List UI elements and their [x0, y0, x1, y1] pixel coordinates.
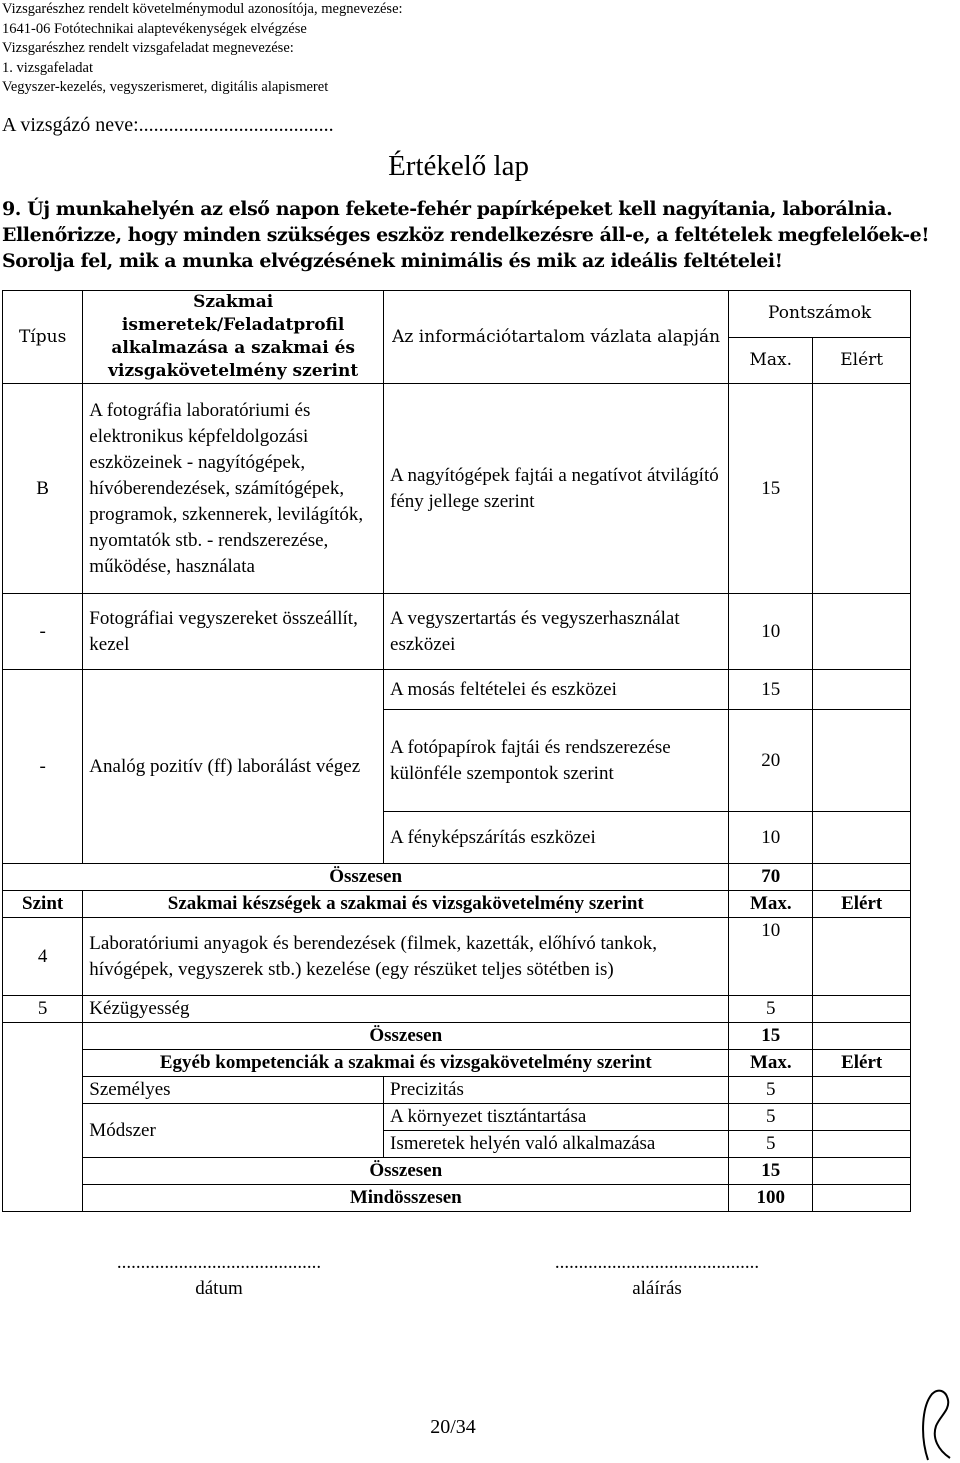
header-competencies: Egyéb kompetenciák a szakmai és vizsgakövetelmény szerint	[83, 1050, 729, 1077]
grand-total-achieved[interactable]	[813, 1185, 911, 1212]
document-header	[2, 0, 403, 98]
total-max: 70	[729, 864, 813, 891]
header-line: 1. vizsgafeladat	[2, 59, 93, 76]
table-row	[3, 1077, 911, 1104]
header-line: Vizsgarészhez rendelt követelménymodul azonosítója, megnevezése:	[2, 1, 403, 17]
row-item: A környezet tisztántartása	[384, 1104, 729, 1131]
row-item: Precizitás	[384, 1077, 729, 1104]
question-line: Sorolja fel, mik a munka elvégzésének minimális és mik az ideális feltételei!	[2, 250, 783, 272]
table-row	[3, 594, 911, 670]
grand-total-label: Mindösszesen	[83, 1185, 729, 1212]
header-points: Pontszámok	[729, 291, 911, 338]
header-skills: Szakmai készségek a szakmai és vizsgakövetelmény szerint	[83, 891, 729, 918]
row-achieved[interactable]	[813, 670, 911, 710]
header-max: Max.	[729, 1050, 813, 1077]
total-label: Összesen	[3, 864, 729, 891]
row-achieved[interactable]	[813, 996, 911, 1023]
grand-total-max: 100	[729, 1185, 813, 1212]
date-line[interactable]: ...........................................	[116, 1252, 322, 1273]
header-outline: Az információtartalom vázlata alapján	[384, 291, 729, 384]
row-profile: A fotográfia laboratóriumi és elektronikus képfeldolgozási eszközeinek - nagyítógépek, hívóberendezések, számítógépek, programok, szkennerek, levilágítók, nyomtatók stb. - rendszerezése, működése, használata	[83, 384, 384, 594]
table-row	[3, 670, 911, 710]
row-item: Ismeretek helyén való alkalmazása	[384, 1131, 729, 1158]
header-achieved: Elért	[813, 1050, 911, 1077]
row-outline: A mosás feltételei és eszközei	[384, 670, 729, 710]
total-label: Összesen	[83, 1023, 729, 1050]
row-max: 20	[729, 710, 813, 812]
row-max: 15	[729, 384, 813, 594]
date-label: dátum	[195, 1278, 243, 1299]
header-achieved: Elért	[813, 891, 911, 918]
competencies-header-row	[3, 1050, 911, 1077]
total-achieved[interactable]	[813, 864, 911, 891]
total-max: 15	[729, 1023, 813, 1050]
row-max: 15	[729, 670, 813, 710]
page-title-wrap	[0, 150, 906, 183]
row-achieved[interactable]	[813, 918, 911, 996]
total-achieved[interactable]	[813, 1023, 911, 1050]
row-type: -	[3, 594, 83, 670]
header-type: Típus	[3, 291, 83, 384]
spacer-cell	[3, 1023, 83, 1050]
examinee-name-field[interactable]: A vizsgázó neve:.......................................	[2, 114, 334, 136]
header-profile: Szakmai ismeretek/Feladatprofil alkalmazása a szakmai és vizsgakövetelmény szerint	[83, 291, 384, 384]
total-achieved[interactable]	[813, 1158, 911, 1185]
skills-header-row	[3, 891, 911, 918]
header-max: Max.	[729, 891, 813, 918]
row-max: 5	[729, 1104, 813, 1131]
row-achieved[interactable]	[813, 384, 911, 594]
page-title: Értékelő lap	[388, 150, 529, 182]
signature-line[interactable]: ...........................................	[554, 1252, 760, 1273]
spacer-cell	[3, 1050, 83, 1212]
signature-block	[526, 1250, 788, 1302]
table-row	[3, 996, 911, 1023]
row-achieved[interactable]	[813, 594, 911, 670]
grand-total-row	[3, 1185, 911, 1212]
row-max: 5	[729, 1077, 813, 1104]
row-achieved[interactable]	[813, 1131, 911, 1158]
row-max: 10	[729, 812, 813, 864]
total-row	[3, 864, 911, 891]
total-max: 15	[729, 1158, 813, 1185]
row-max: 10	[729, 594, 813, 670]
question-line: 9. Új munkahelyén az első napon fekete-fehér papírképeket kell nagyítania, laborálnia.	[2, 198, 893, 220]
header-achieved: Elért	[813, 337, 911, 384]
row-achieved[interactable]	[813, 710, 911, 812]
page-number: 20/34	[430, 1416, 476, 1438]
row-level: 4	[3, 918, 83, 996]
row-outline: A fotópapírok fajtái és rendszerezése különféle szempontok szerint	[384, 710, 729, 812]
row-outline: A fényképszárítás eszközei	[384, 812, 729, 864]
group-profile: Analóg pozitív (ff) laborálást végez	[83, 670, 384, 864]
row-max: 5	[729, 1131, 813, 1158]
task-question	[2, 196, 930, 274]
row-category: Személyes	[83, 1077, 384, 1104]
header-level: Szint	[3, 891, 83, 918]
total-row	[3, 1023, 911, 1050]
row-type: B	[3, 384, 83, 594]
row-skill: Laboratóriumi anyagok és berendezések (filmek, kazetták, előhívó tankok, hívógépek, vegyszerek stb.) kezelése (egy részüket teljes sötétben is)	[83, 918, 729, 996]
table-row	[3, 384, 911, 594]
total-label: Összesen	[83, 1158, 729, 1185]
table-row	[3, 1104, 911, 1131]
row-max: 10	[729, 918, 813, 996]
row-achieved[interactable]	[813, 812, 911, 864]
row-level: 5	[3, 996, 83, 1023]
signature-scribble-icon	[918, 1386, 958, 1462]
row-achieved[interactable]	[813, 1104, 911, 1131]
question-line: Ellenőrizze, hogy minden szükséges eszköz rendelkezésre áll-e, a feltételek megfelelőek-e!	[2, 224, 930, 246]
total-row	[3, 1158, 911, 1185]
row-outline: A vegyszertartás és vegyszerhasználat eszközei	[384, 594, 729, 670]
group-type: -	[3, 670, 83, 864]
row-skill: Kézügyesség	[83, 996, 729, 1023]
header-line: Vegyszer-kezelés, vegyszerismeret, digitális alapismeret	[2, 79, 329, 95]
row-max: 5	[729, 996, 813, 1023]
row-category: Módszer	[83, 1104, 384, 1158]
row-profile: Fotográfiai vegyszereket összeállít, kezel	[83, 594, 384, 670]
date-block	[88, 1250, 350, 1302]
header-max: Max.	[729, 337, 813, 384]
signature-label: aláírás	[632, 1278, 682, 1299]
header-line: Vizsgarészhez rendelt vizsgafeladat megnevezése:	[2, 40, 294, 56]
evaluation-table	[2, 290, 911, 1212]
row-outline: A nagyítógépek fajtái a negatívot átvilágító fény jellege szerint	[384, 384, 729, 594]
table-row	[3, 918, 911, 996]
header-line: 1641-06 Fotótechnikai alaptevékenységek elvégzése	[2, 20, 307, 37]
row-achieved[interactable]	[813, 1077, 911, 1104]
